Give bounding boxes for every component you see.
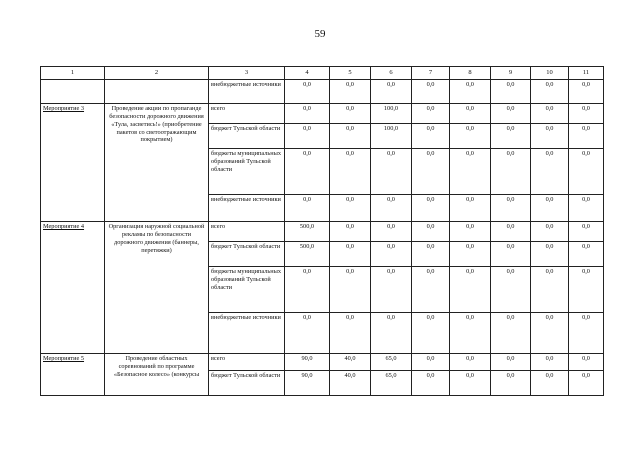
value-cell: 0,0 <box>531 354 569 371</box>
funding-source: бюджет Тульской области <box>209 371 285 396</box>
value-cell: 0,0 <box>285 195 330 222</box>
value-cell: 0,0 <box>285 104 330 124</box>
value-cell: 0,0 <box>450 149 491 195</box>
value-cell: 0,0 <box>285 124 330 149</box>
value-cell: 0,0 <box>491 80 531 104</box>
value-cell: 0,0 <box>450 354 491 371</box>
value-cell: 0,0 <box>285 313 330 354</box>
value-cell: 0,0 <box>412 313 450 354</box>
value-cell: 0,0 <box>412 267 450 313</box>
value-cell: 0,0 <box>569 149 604 195</box>
funding-table <box>40 66 604 396</box>
value-cell: 0,0 <box>412 195 450 222</box>
event-label-cell <box>41 354 105 396</box>
value-cell: 0,0 <box>330 222 371 242</box>
value-cell: 0,0 <box>491 354 531 371</box>
value-cell: 0,0 <box>371 242 412 267</box>
event-label-cell <box>41 104 105 222</box>
value-cell: 0,0 <box>285 267 330 313</box>
column-header: 6 <box>371 67 412 80</box>
value-cell: 0,0 <box>569 242 604 267</box>
funding-source: всего <box>209 354 285 371</box>
column-header: 11 <box>569 67 604 80</box>
value-cell: 0,0 <box>330 313 371 354</box>
table-row <box>41 104 604 124</box>
value-cell: 0,0 <box>412 124 450 149</box>
value-cell: 0,0 <box>450 267 491 313</box>
funding-source: всего <box>209 222 285 242</box>
value-cell: 0,0 <box>371 222 412 242</box>
value-cell: 0,0 <box>450 222 491 242</box>
value-cell: 0,0 <box>330 267 371 313</box>
value-cell: 0,0 <box>569 222 604 242</box>
value-cell: 90,0 <box>285 371 330 396</box>
event-description: Проведение акции по пропаганде безопасности дорожного движения «Тула, засветись!» (приобретение пакетов со светоотражающим покрытием) <box>105 104 209 222</box>
value-cell: 0,0 <box>491 267 531 313</box>
table-row <box>41 222 604 242</box>
value-cell: 0,0 <box>491 195 531 222</box>
column-header: 1 <box>41 67 105 80</box>
value-cell: 0,0 <box>531 371 569 396</box>
column-header: 4 <box>285 67 330 80</box>
value-cell: 0,0 <box>569 313 604 354</box>
funding-source: бюджеты муниципальных образований Тульской области <box>209 267 285 313</box>
funding-source: бюджеты муниципальных образований Тульской области <box>209 149 285 195</box>
value-cell: 500,0 <box>285 222 330 242</box>
value-cell: 0,0 <box>531 222 569 242</box>
value-cell: 100,0 <box>371 104 412 124</box>
value-cell: 0,0 <box>531 242 569 267</box>
column-header: 3 <box>209 67 285 80</box>
value-cell: 0,0 <box>450 104 491 124</box>
value-cell: 0,0 <box>569 124 604 149</box>
value-cell: 0,0 <box>531 80 569 104</box>
value-cell: 0,0 <box>491 149 531 195</box>
value-cell: 40,0 <box>330 371 371 396</box>
value-cell: 100,0 <box>371 124 412 149</box>
funding-source: бюджет Тульской области <box>209 124 285 149</box>
funding-source: всего <box>209 104 285 124</box>
value-cell: 0,0 <box>412 222 450 242</box>
value-cell: 0,0 <box>531 104 569 124</box>
value-cell: 0,0 <box>330 104 371 124</box>
value-cell: 0,0 <box>371 149 412 195</box>
value-cell: 0,0 <box>285 80 330 104</box>
value-cell: 0,0 <box>412 242 450 267</box>
table-row <box>41 354 604 371</box>
event-label-cell <box>41 80 105 104</box>
value-cell: 0,0 <box>491 242 531 267</box>
page-number: 59 <box>314 28 326 40</box>
value-cell: 0,0 <box>330 195 371 222</box>
value-cell: 0,0 <box>569 195 604 222</box>
value-cell: 0,0 <box>412 80 450 104</box>
value-cell: 0,0 <box>412 371 450 396</box>
value-cell: 0,0 <box>330 124 371 149</box>
event-label-cell <box>41 222 105 354</box>
column-header: 8 <box>450 67 491 80</box>
value-cell: 0,0 <box>371 267 412 313</box>
value-cell: 0,0 <box>531 267 569 313</box>
value-cell: 0,0 <box>531 313 569 354</box>
column-header: 5 <box>330 67 371 80</box>
value-cell: 0,0 <box>569 104 604 124</box>
value-cell: 0,0 <box>450 124 491 149</box>
value-cell: 500,0 <box>285 242 330 267</box>
value-cell: 90,0 <box>285 354 330 371</box>
value-cell: 0,0 <box>330 80 371 104</box>
funding-source: внебюджетные источники <box>209 313 285 354</box>
column-header: 9 <box>491 67 531 80</box>
header-row <box>41 67 604 80</box>
value-cell: 0,0 <box>531 124 569 149</box>
value-cell: 0,0 <box>412 354 450 371</box>
value-cell: 0,0 <box>450 371 491 396</box>
value-cell: 0,0 <box>569 371 604 396</box>
value-cell: 0,0 <box>285 149 330 195</box>
value-cell: 0,0 <box>450 195 491 222</box>
value-cell: 0,0 <box>491 124 531 149</box>
table-row <box>41 80 604 104</box>
value-cell: 0,0 <box>531 149 569 195</box>
value-cell: 0,0 <box>371 80 412 104</box>
value-cell: 0,0 <box>569 80 604 104</box>
value-cell: 0,0 <box>450 80 491 104</box>
event-description-cell <box>105 80 209 104</box>
column-header: 7 <box>412 67 450 80</box>
event-label: Мероприятие 5 <box>43 355 85 362</box>
value-cell: 65,0 <box>371 354 412 371</box>
value-cell: 0,0 <box>491 371 531 396</box>
value-cell: 0,0 <box>569 267 604 313</box>
value-cell: 0,0 <box>412 149 450 195</box>
value-cell: 0,0 <box>491 313 531 354</box>
column-header: 10 <box>531 67 569 80</box>
value-cell: 0,0 <box>412 104 450 124</box>
value-cell: 40,0 <box>330 354 371 371</box>
event-description: Проведение областных соревнований по программе «Безопасное колесо» (конкурсы <box>105 354 209 396</box>
funding-source: внебюджетные источники <box>209 80 285 104</box>
value-cell: 0,0 <box>330 242 371 267</box>
funding-source: бюджет Тульской области <box>209 242 285 267</box>
event-description: Организация наружной социальной рекламы по безопасности дорожного движения (баннеры, перетяжки) <box>105 222 209 354</box>
column-header: 2 <box>105 67 209 80</box>
value-cell: 0,0 <box>330 149 371 195</box>
funding-source: внебюджетные источники <box>209 195 285 222</box>
value-cell: 0,0 <box>450 242 491 267</box>
event-label: Мероприятие 3 <box>43 105 85 112</box>
value-cell: 0,0 <box>491 222 531 242</box>
value-cell: 65,0 <box>371 371 412 396</box>
value-cell: 0,0 <box>450 313 491 354</box>
value-cell: 0,0 <box>569 354 604 371</box>
value-cell: 0,0 <box>491 104 531 124</box>
event-label: Мероприятие 4 <box>43 223 85 230</box>
value-cell: 0,0 <box>371 313 412 354</box>
value-cell: 0,0 <box>531 195 569 222</box>
value-cell: 0,0 <box>371 195 412 222</box>
